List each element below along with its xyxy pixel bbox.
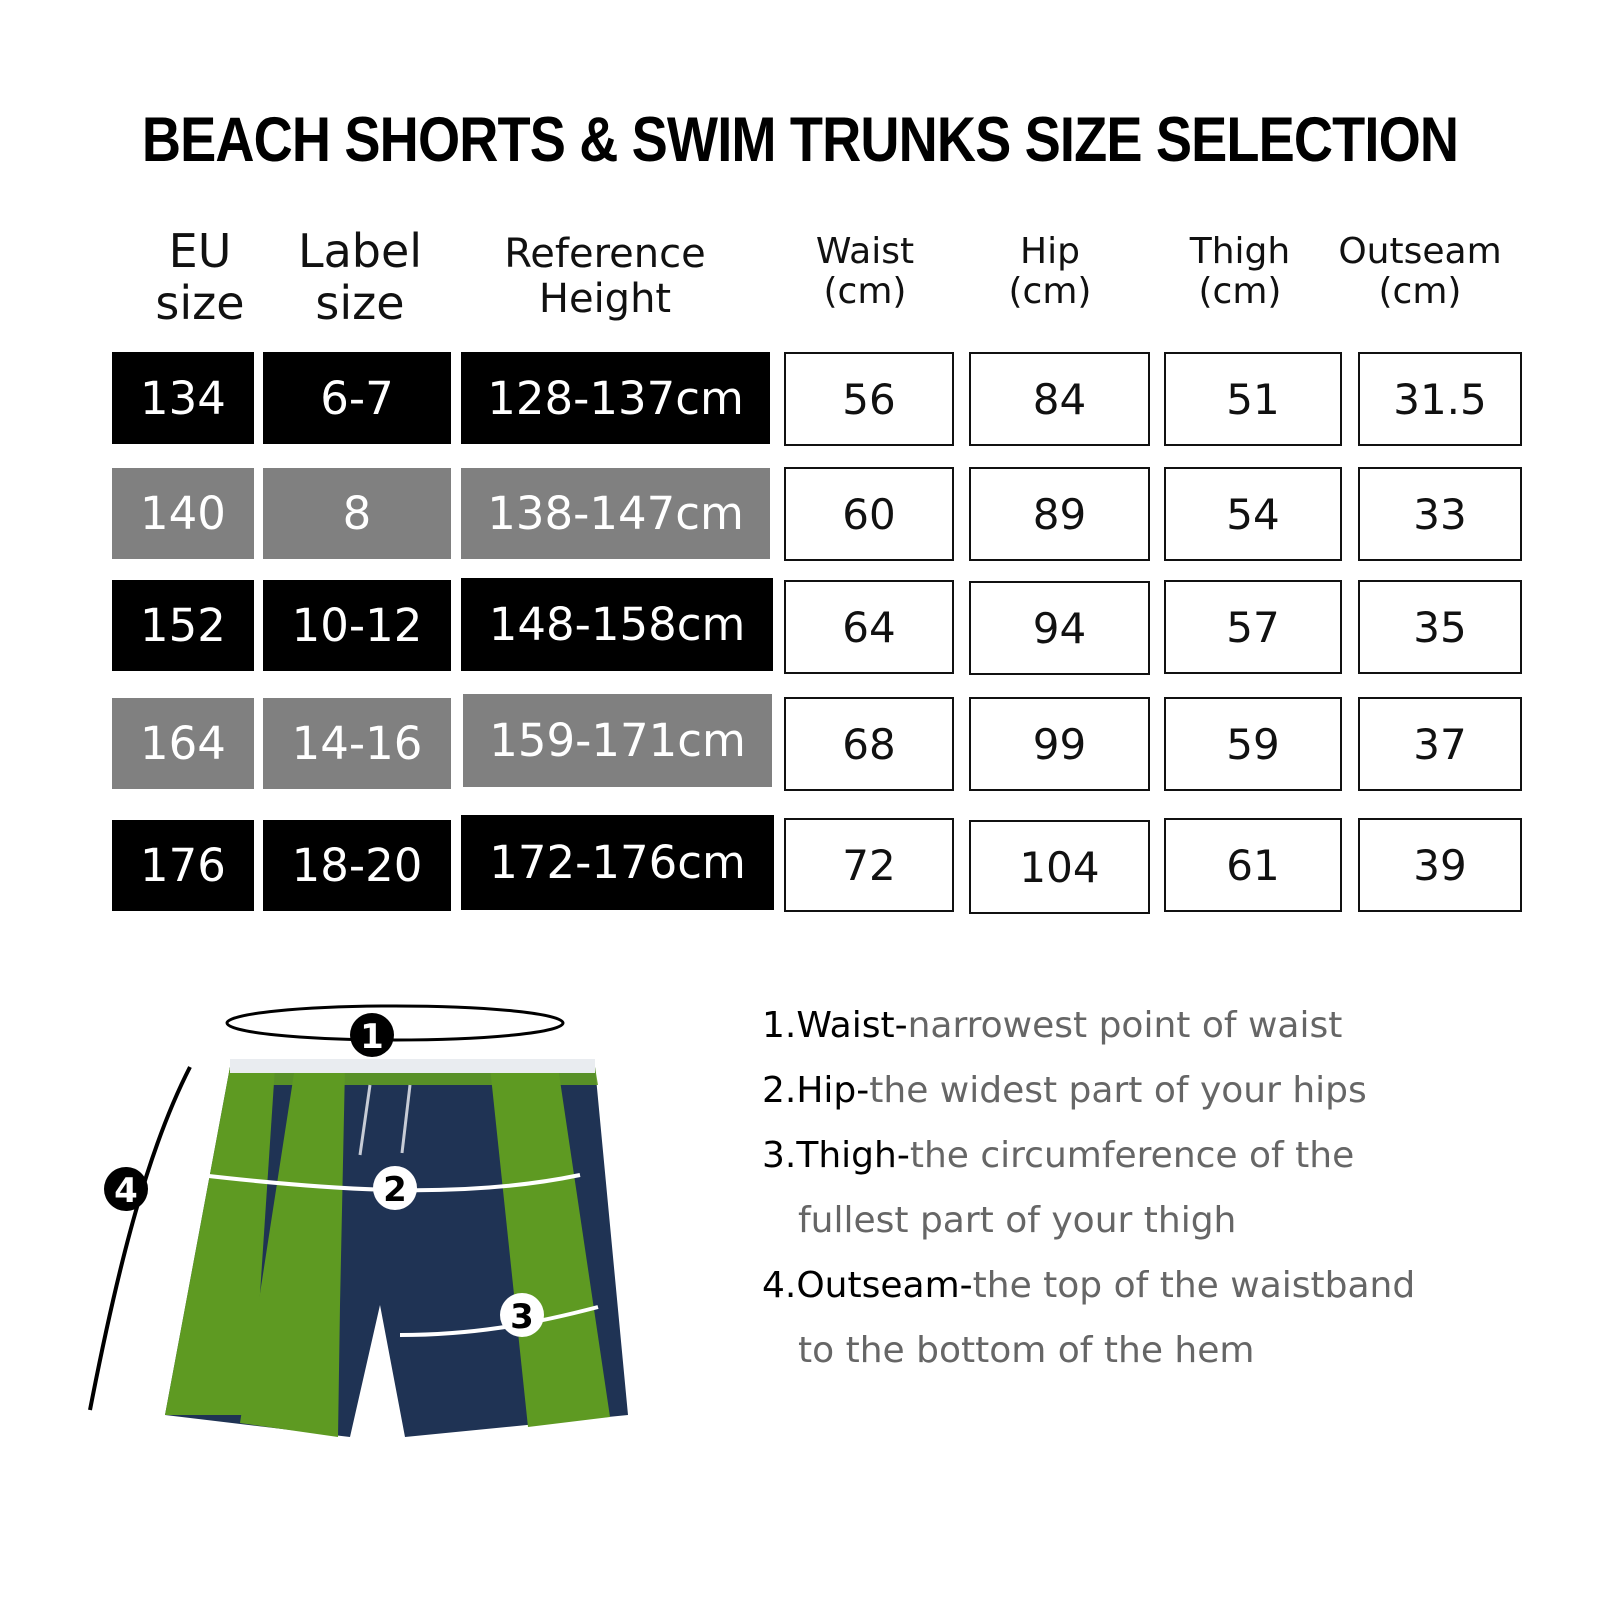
table-cell-thigh: 57 [1164, 580, 1342, 674]
table-cell-hip: 89 [969, 467, 1150, 561]
legend-term: 3.Thigh- [762, 1135, 910, 1176]
table-cell-outseam: 37 [1358, 697, 1522, 791]
legend-desc: to the bottom of the hem [798, 1330, 1255, 1371]
table-cell-thigh: 54 [1164, 467, 1342, 561]
header-thigh [1150, 232, 1330, 313]
table-cell-reference-height: 172-176cm [461, 815, 774, 910]
header-reference-height-line2: Height [538, 275, 672, 322]
swim-shorts-icon [80, 975, 640, 1445]
legend-term: 1.Waist- [762, 1005, 908, 1046]
legend-desc: the circumference of the [909, 1135, 1355, 1176]
header-reference-height [470, 232, 740, 322]
header-thigh-line2: (cm) [1198, 271, 1282, 313]
table-cell-hip: 94 [969, 581, 1150, 675]
legend-item-waist [762, 1006, 1562, 1071]
marker-4-label: 4 [114, 1171, 138, 1211]
table-cell-thigh: 59 [1164, 697, 1342, 791]
table-cell-label-size: 6-7 [263, 352, 451, 444]
header-waist-line2: (cm) [823, 271, 907, 313]
header-hip-line1: Hip [1020, 231, 1080, 272]
header-label-size-line2: size [315, 275, 405, 330]
table-cell-hip: 84 [969, 352, 1150, 446]
table-cell-label-size: 8 [263, 468, 451, 559]
legend-item-thigh [762, 1136, 1562, 1201]
table-cell-label-size: 10-12 [263, 580, 451, 671]
measurement-legend [762, 1006, 1562, 1396]
table-cell-eu-size: 134 [112, 352, 254, 444]
legend-item-thigh-cont [762, 1201, 1562, 1266]
table-cell-eu-size: 140 [112, 468, 254, 559]
table-cell-reference-height: 138-147cm [461, 468, 770, 559]
table-cell-outseam: 39 [1358, 818, 1522, 912]
table-cell-outseam: 33 [1358, 467, 1522, 561]
legend-term: 2.Hip- [762, 1070, 870, 1111]
marker-1-icon [350, 1013, 394, 1057]
legend-desc: the widest part of your hips [869, 1070, 1367, 1111]
table-cell-eu-size: 152 [112, 580, 254, 671]
header-hip-line2: (cm) [1008, 271, 1092, 313]
header-label-size-line1: Label [297, 224, 423, 278]
marker-2-label: 2 [383, 1170, 407, 1210]
header-outseam-line1: Outseam [1338, 231, 1502, 272]
table-cell-waist: 64 [784, 580, 954, 674]
table-cell-label-size: 18-20 [263, 820, 451, 911]
legend-term: 4.Outseam- [762, 1265, 973, 1306]
table-cell-reference-height: 148-158cm [461, 578, 773, 671]
table-cell-waist: 60 [784, 467, 954, 561]
marker-3-label: 3 [510, 1297, 534, 1337]
legend-item-outseam-cont [762, 1331, 1562, 1396]
table-cell-hip: 104 [969, 820, 1150, 914]
header-eu-size-line1: EU [168, 224, 232, 278]
legend-desc: the top of the waistband [972, 1265, 1416, 1306]
table-cell-reference-height: 159-171cm [463, 694, 772, 787]
header-hip [960, 232, 1140, 313]
marker-3-icon [500, 1293, 544, 1337]
table-cell-waist: 72 [784, 818, 954, 912]
legend-item-hip [762, 1071, 1562, 1136]
header-eu-size-line2: size [155, 275, 245, 330]
table-cell-reference-height: 128-137cm [461, 352, 770, 444]
table-cell-thigh: 61 [1164, 818, 1342, 912]
page-title: BEACH SHORTS & SWIM TRUNKS SIZE SELECTION [141, 105, 1459, 175]
marker-1-label: 1 [360, 1017, 384, 1057]
header-outseam-line2: (cm) [1378, 271, 1462, 313]
header-outseam [1330, 232, 1510, 313]
header-label-size [275, 226, 445, 329]
table-cell-waist: 56 [784, 352, 954, 446]
marker-2-icon [373, 1166, 417, 1210]
measurement-diagram [80, 975, 640, 1445]
header-reference-height-line1: Reference [504, 231, 706, 277]
legend-desc: narrowest point of waist [907, 1005, 1343, 1046]
legend-item-outseam [762, 1266, 1562, 1331]
outseam-measure-line [90, 1067, 190, 1410]
table-cell-outseam: 31.5 [1358, 352, 1522, 446]
header-thigh-line1: Thigh [1189, 231, 1291, 272]
table-cell-eu-size: 164 [112, 698, 254, 789]
shorts-waistband-edge [230, 1059, 595, 1073]
table-cell-eu-size: 176 [112, 820, 254, 911]
legend-desc: fullest part of your thigh [798, 1200, 1237, 1241]
header-waist [780, 232, 950, 313]
table-cell-waist: 68 [784, 697, 954, 791]
table-cell-thigh: 51 [1164, 352, 1342, 446]
table-cell-hip: 99 [969, 697, 1150, 791]
waist-measure-ellipse [227, 1006, 563, 1040]
marker-4-icon [104, 1167, 148, 1211]
table-cell-outseam: 35 [1358, 580, 1522, 674]
header-waist-line1: Waist [815, 231, 915, 272]
header-eu-size [140, 226, 260, 329]
table-cell-label-size: 14-16 [263, 698, 451, 789]
